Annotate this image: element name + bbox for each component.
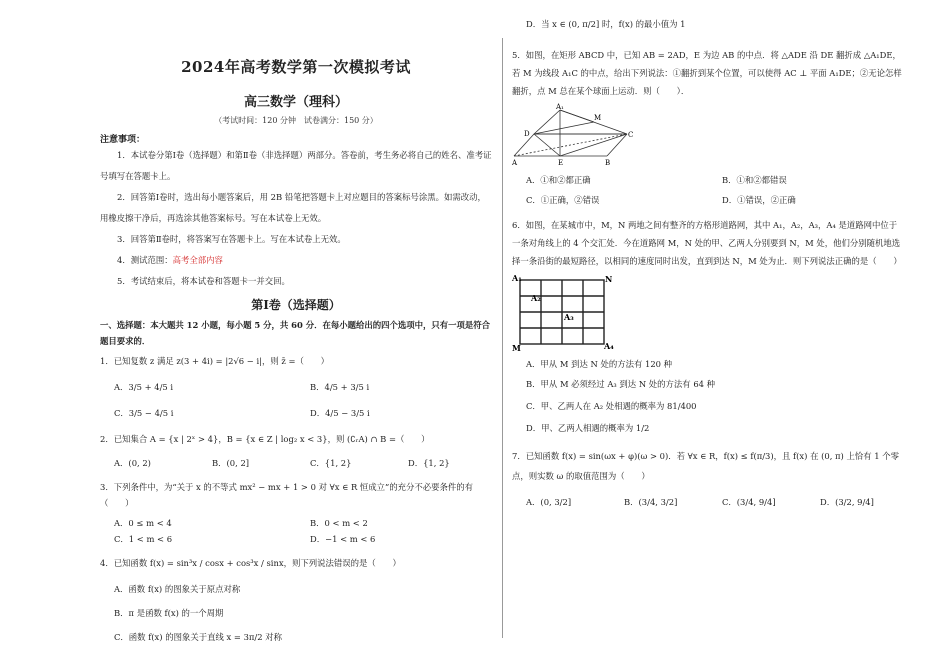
question-stem: 4．已知函数 f(x) = sin³x / cosx + cos³x / sinx，则下列说法错误的是（ ） — [100, 558, 401, 568]
option-row — [100, 379, 492, 395]
option-b: B．①和②都错误 — [722, 175, 787, 185]
option-b: B．π 是函数 f(x) 的一个周期 — [114, 608, 224, 618]
question-stem: 7．已知函数 f(x) = sin(ωx + φ)(ω > 0)．若 ∀x ∈ R，f(x) ≤ f(π/3)，且 f(x) 在 (0, π) 上恰有 1 个零点，则实数 ω 的取值范围为（ ） — [512, 451, 899, 481]
question-4-cont — [512, 16, 904, 32]
option-row — [100, 405, 492, 421]
notice-heading: 注意事项： — [100, 135, 146, 145]
option-a: A．函数 f(x) 的图象关于原点对称 — [114, 584, 241, 594]
question-6 — [512, 216, 904, 436]
question-stem: 1．已知复数 z 满足 z(3 + 4i) = |2√6 − i|，则 z̄ =（ ） — [100, 356, 329, 366]
option-b: B．甲从 M 必须经过 A₃ 到达 N 处的方法有 64 种 — [526, 379, 716, 389]
option-row — [100, 531, 492, 547]
question-3 — [100, 479, 492, 547]
label-e: E — [558, 159, 564, 167]
option-row — [100, 455, 492, 471]
option-a: A．0 ≤ m < 4 — [114, 518, 172, 528]
question-2 — [100, 431, 492, 471]
label-a4: A₄ — [604, 341, 614, 351]
option-d: D．{1, 2} — [408, 458, 450, 468]
notice-item: 1．本试卷分第Ⅰ卷（选择题）和第Ⅱ卷（非选择题）两部分。答卷前，考生务必将自己的姓名、准考证号填写在答题卡上。 — [100, 150, 492, 181]
label-a: A — [512, 159, 518, 167]
question-stem: 3．下列条件中，为“关于 x 的不等式 mx² − mx + 1 > 0 对 ∀x ∈ R 恒成立”的充分不必要条件的有（ ） — [100, 482, 474, 508]
notice-scope-value: 高考全部内容 — [172, 255, 223, 265]
option-c: C．①正确，②错误 — [526, 195, 600, 205]
section-intro: 一、选择题：本大题共 12 小题，每小题 5 分，共 60 分．在每小题给出的四个选项中，只有一项是符合题目要求的． — [100, 320, 491, 346]
exam-title: 2024年高考数学第一次模拟考试 — [181, 58, 411, 76]
option-c: C．1 < m < 6 — [114, 534, 173, 544]
option-b: B．(0, 2] — [212, 458, 250, 468]
label-n: N — [605, 274, 613, 284]
label-b: B — [605, 159, 611, 167]
label-d: D — [524, 130, 530, 138]
question-stem: 5．如图，在矩形 ABCD 中，已知 AB = 2AD，E 为边 AB 的中点．将 △ADE 沿 DE 翻折成 △A₁DE，若 M 为线段 A₁C 的中点，给出下列说法：①翻折到某个位置，可以使得 AC ⊥ 平面 A₁DE；②无论怎样翻折，点 M 总在某个球面上运动．则（ ）． — [512, 50, 902, 96]
option-row — [512, 192, 904, 208]
left-column — [100, 40, 492, 645]
option-d: D．−1 < m < 6 — [310, 534, 376, 544]
option-c: C．(3/4, 9/4] — [722, 497, 776, 507]
question-4 — [100, 555, 492, 645]
question-7 — [512, 446, 904, 510]
option-b: B．4/5 + 3/5 i — [310, 382, 370, 392]
option-c: C．函数 f(x) 的图象关于直线 x = 3π/2 对称 — [114, 632, 282, 642]
option-d: D．4/5 − 3/5 i — [310, 408, 370, 418]
question-1 — [100, 353, 492, 421]
notice-item: 5．考试结束后，将本试卷和答题卡一并交回。 — [117, 276, 290, 286]
exam-subtitle: 高三数学（理科） — [243, 95, 348, 110]
label-c: C — [628, 131, 634, 139]
option-b: B．(3/4, 3/2] — [624, 497, 678, 507]
option-d: D．①错误，②正确 — [722, 195, 796, 205]
notice-list — [100, 145, 492, 292]
column-divider — [502, 38, 503, 638]
option-d: D．甲、乙两人相遇的概率为 1/2 — [526, 423, 650, 433]
label-a1: A₁ — [556, 103, 564, 111]
exam-info: （考试时间：120 分钟 试卷满分：150 分） — [214, 116, 378, 125]
section-title: 第Ⅰ卷（选择题） — [251, 298, 341, 312]
label-a2: A₂ — [531, 293, 541, 303]
label-m: M — [512, 343, 521, 353]
label-a1: A₁ — [512, 273, 522, 283]
notice-item: 2．回答第Ⅰ卷时，选出每小题答案后，用 2B 铅笔把答题卡上对应题目的答案标号涂黑。如需改动，用橡皮擦干净后，再选涂其他答案标号。写在本试卷上无效。 — [100, 192, 486, 223]
option-c: C．3/5 − 4/5 i — [114, 408, 174, 418]
option-d: D．(3/2, 9/4] — [820, 497, 874, 507]
question-stem: 6．如图，在某城市中，M，N 两地之间有整齐的方格形道路网，其中 A₁，A₂，A₃，A₄ 是道路网中位于一条对角线上的 4 个交汇处．今在道路网 M，N 处的甲、乙两人分别要到 N，M 处，他们分别随机地选择一条沿街的最短路径，以相同的速度同时出发，直到到达 N，M 处为止．则下列说法正确的是（ ） — [512, 220, 902, 266]
option-a: A．3/5 + 4/5 i — [114, 382, 174, 392]
option-row — [512, 494, 904, 510]
right-column — [512, 16, 904, 510]
option-a: A．(0, 3/2] — [526, 497, 572, 507]
option-row — [100, 515, 492, 531]
notice-item — [100, 250, 492, 271]
question-5 — [512, 46, 904, 208]
option-a: A．甲从 M 到达 N 处的方法有 120 种 — [526, 359, 673, 369]
option-a: A．①和②都正确 — [526, 175, 591, 185]
question-stem: 2．已知集合 A = {x | 2ˣ > 4}，B = {x ∈ Z | log₂ x < 3}，则 (∁ᵣA) ∩ B =（ ） — [100, 434, 430, 444]
label-m: M — [594, 114, 602, 122]
option-c: C．甲、乙两人在 A₂ 处相遇的概率为 81/400 — [526, 401, 697, 411]
option-d: D．当 x ∈ (0, π/2] 时，f(x) 的最小值为 1 — [526, 19, 686, 29]
fold-figure — [512, 104, 632, 166]
option-row — [512, 172, 904, 188]
option-a: A．(0, 2) — [114, 458, 151, 468]
option-b: B．0 < m < 2 — [310, 518, 368, 528]
notice-scope-label: 4．测试范围： — [117, 255, 173, 265]
notice-item: 3．回答第Ⅱ卷时，将答案写在答题卡上。写在本试卷上无效。 — [117, 234, 346, 244]
grid-figure — [512, 274, 612, 352]
option-c: C．{1, 2} — [310, 458, 352, 468]
label-a3: A₃ — [564, 312, 574, 322]
